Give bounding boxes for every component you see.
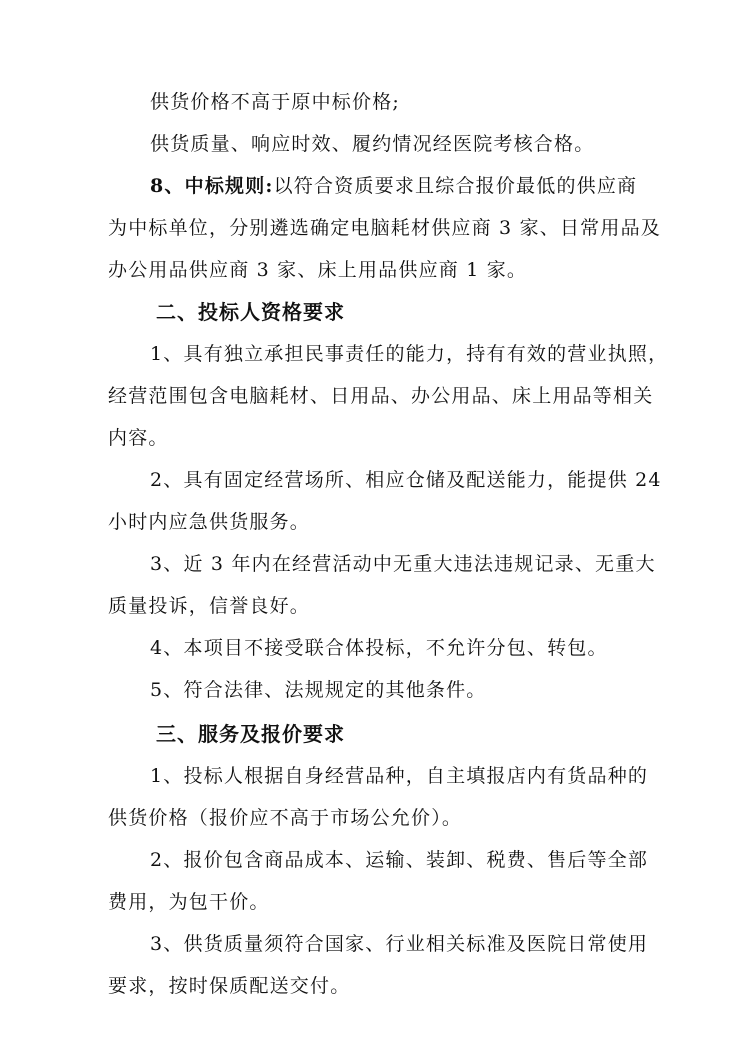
section-heading-service-pricing: [156, 720, 345, 748]
line-text: 4、本项目不接受联合体投标，不允许分包、转包。: [150, 637, 608, 659]
paragraph-line: [150, 130, 594, 158]
paragraph-line: [108, 592, 310, 620]
line-text: 小时内应急供货服务。: [108, 511, 311, 533]
line-text: 为中标单位，分别遴选确定电脑耗材供应商 3 家、日常用品及: [108, 217, 661, 239]
line-text: 供货价格（报价应不高于市场公允价）。: [108, 807, 463, 829]
line-text: 供货质量、响应时效、履约情况经医院考核合格。: [150, 133, 595, 155]
line-text: 要求，按时保质配送交付。: [108, 975, 351, 997]
paragraph-line: [150, 930, 648, 958]
line-text: 经营范围包含电脑耗材、日用品、办公用品、床上用品等相关: [108, 385, 654, 407]
line-text: 1、具有独立承担民事责任的能力，持有有效的营业执照，: [150, 343, 669, 365]
paragraph-line: [108, 214, 661, 242]
paragraph-line: [108, 508, 310, 536]
line-text: 3、供货质量须符合国家、行业相关标准及医院日常使用: [150, 933, 649, 955]
paragraph-line: [150, 762, 648, 790]
line-text: 质量投诉，信誉良好。: [108, 595, 311, 617]
line-text: 2、报价包含商品成本、运输、装卸、税费、售后等全部: [150, 849, 649, 871]
rule-item-8: [150, 172, 637, 200]
paragraph-line: [150, 676, 487, 704]
paragraph-line: [108, 256, 527, 284]
paragraph-line: [150, 550, 656, 578]
paragraph-line: [150, 466, 662, 494]
line-text: 3、近 3 年内在经营活动中无重大违法违规记录、无重大: [150, 553, 656, 575]
rule-lead-label: 8、中标规则:: [150, 175, 274, 197]
line-text: 1、投标人根据自身经营品种，自主填报店内有货品种的: [150, 765, 649, 787]
paragraph-line: [108, 972, 350, 1000]
paragraph-line: [150, 340, 668, 368]
paragraph-line: [108, 804, 462, 832]
line-text: 5、符合法律、法规规定的其他条件。: [150, 679, 487, 701]
line-text: 内容。: [108, 427, 169, 449]
line-text: 费用，为包干价。: [108, 891, 270, 913]
paragraph-line: [150, 634, 608, 662]
line-text: 办公用品供应商 3 家、床上用品供应商 1 家。: [108, 259, 528, 281]
paragraph-line: [108, 424, 169, 452]
line-text: 供货价格不高于原中标价格;: [150, 91, 401, 113]
line-text: 2、具有固定经营场所、相应仓储及配送能力，能提供 24: [150, 469, 662, 491]
paragraph-line: [150, 846, 648, 874]
heading-text: 三、服务及报价要求: [156, 722, 345, 746]
line-text: 以符合资质要求且综合报价最低的供应商: [273, 175, 638, 197]
paragraph-line: [150, 88, 400, 116]
section-heading-qualifications: [156, 298, 345, 326]
paragraph-line: [108, 382, 653, 410]
paragraph-line: [108, 888, 270, 916]
heading-text: 二、投标人资格要求: [156, 300, 345, 324]
